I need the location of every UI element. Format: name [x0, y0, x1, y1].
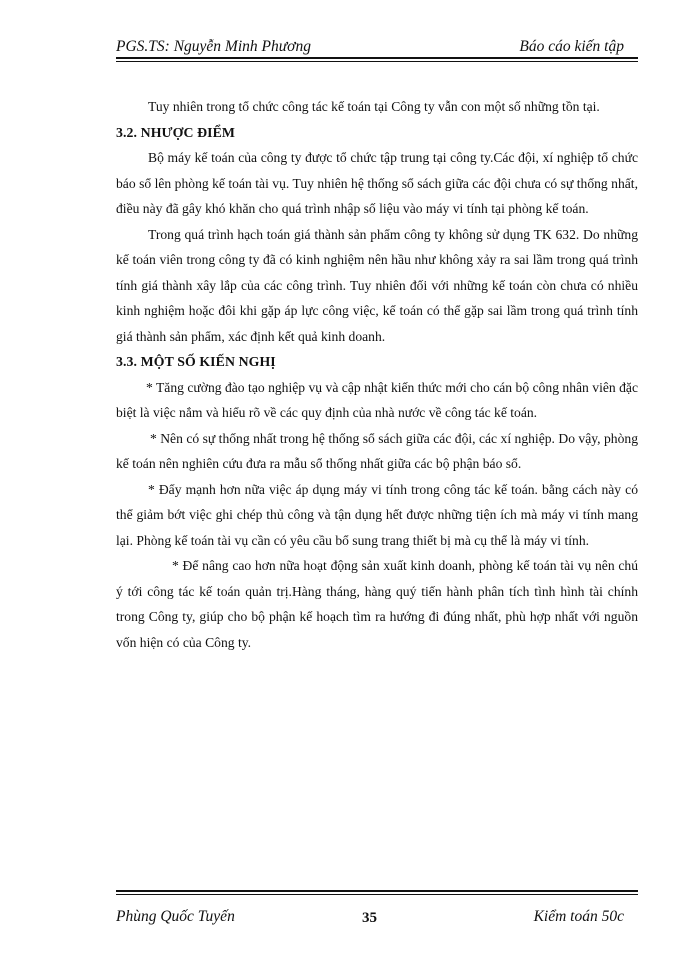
footer-class: Kiểm toán 50c [533, 908, 624, 925]
section-heading-weaknesses: 3.2. NHƯỢC ĐIỂM [116, 124, 236, 140]
footer-student: Phùng Quốc Tuyến [116, 908, 235, 925]
header-title: Báo cáo kiến tập [519, 38, 624, 55]
weakness-paragraph-1: Bộ máy kế toán của công ty được tổ chức tập trung tại công ty.Các đội, xí nghiệp tổ chức báo sổ lên phòng kế toán tài vụ. Tuy nhiên hệ thống sổ sách giữa các đội chưa có sự thống nhất, điều này đã gây khó khăn cho quá trình nhập số liệu vào máy vi tính tại phòng kế toán. [116, 150, 638, 216]
section-heading-recommendations: 3.3. MỘT SỐ KIẾN NGHỊ [116, 354, 276, 369]
recommendation-item-3: * Đẩy mạnh hơn nữa việc áp dụng máy vi tính trong công tác kế toán. bằng cách này có thể giảm bớt việc ghi chép thủ công và tận dụng hết được những tiện ích mà máy vi tính mang lại. Phòng kế toán tài vụ cần có yêu cầu bổ sung trang thiết bị mà cụ thể là máy vi tính. [116, 481, 638, 548]
page-body [116, 94, 638, 655]
page-number: 35 [362, 910, 377, 926]
header-author: PGS.TS: Nguyễn Minh Phương [116, 38, 311, 55]
header-divider [116, 57, 638, 59]
page-header [116, 30, 638, 56]
page-footer [116, 900, 638, 930]
recommendation-item-2: * Nên có sự thống nhất trong hệ thống sổ sách giữa các đội, các xí nghiệp. Do vậy, phòng kế toán nên nghiên cứu đưa ra mẫu sổ thống nhất giữa các bộ phận báo sổ. [116, 430, 638, 471]
weakness-paragraph-2: Trong quá trình hạch toán giá thành sản phẩm công ty không sử dụng TK 632. Do những kế toán viên trong công ty đã có kinh nghiệm nên hầu như không xảy ra sai lầm trong quá trình tính giá thành xây lắp của các công trình. Tuy nhiên đối với những kế toán còn chưa có nhiều kinh nghiệm hoặc đôi khi gặp áp lực công việc, kế toán có thể gặp sai lầm trong quá trình tính giá thành sản phẩm, xác định kết quả kinh doanh. [116, 226, 638, 344]
intro-paragraph: Tuy nhiên trong tổ chức công tác kế toán tại Công ty vẫn con một số những tồn tại. [148, 99, 600, 114]
footer-divider [116, 890, 638, 892]
recommendation-item-4: * Để nâng cao hơn nữa hoạt động sản xuất kinh doanh, phòng kế toán tài vụ nên chú ý tới công tác kế toán quản trị.Hàng tháng, hàng quý tiến hành phân tích tình hình tài chính trong Công ty, giúp cho bộ phận kế hoạch tìm ra hướng đi đúng nhất, phù hợp nhất với nguồn vốn hiện có của Công ty. [116, 558, 638, 650]
recommendation-item-1: * Tăng cường đào tạo nghiệp vụ và cập nhật kiến thức mới cho cán bộ công nhân viên đặc biệt là việc nắm và hiểu rõ về các quy định của nhà nước về công tác kế toán. [116, 379, 638, 420]
